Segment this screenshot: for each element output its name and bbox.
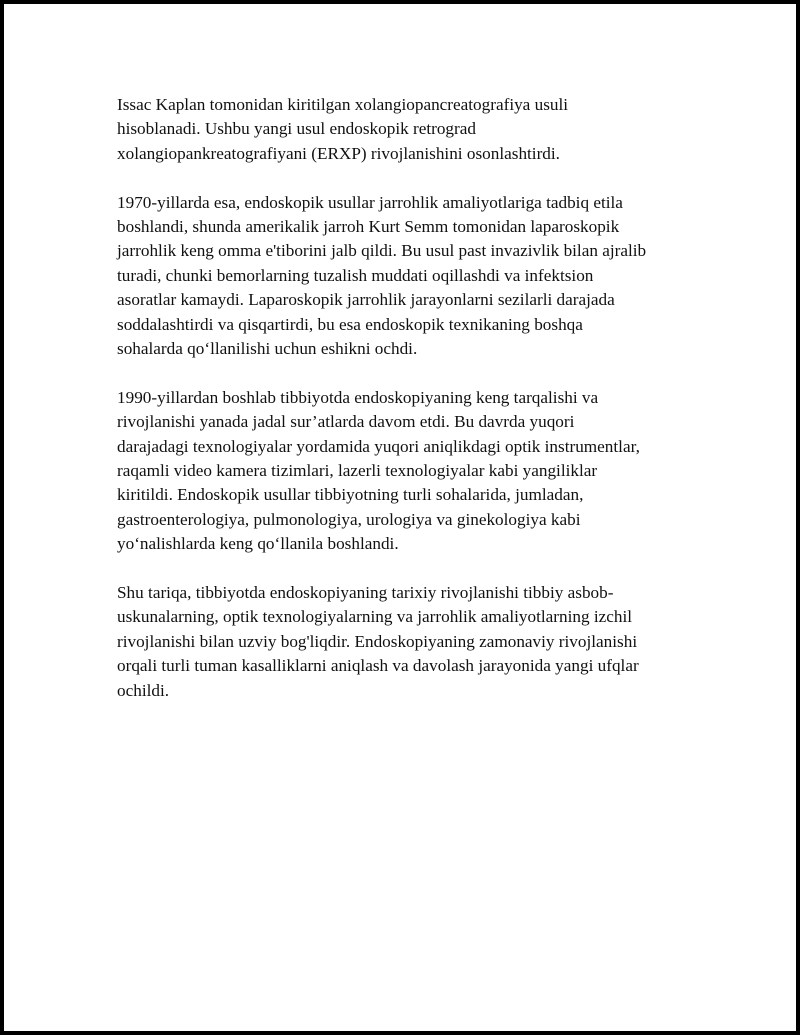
text-line: turadi, chunki bemorlarning tuzalish muddati oqillashdi va infektsion (117, 265, 594, 285)
paragraph-1 (117, 93, 697, 166)
text-line: xolangiopankreatografiyani (ERXP) rivojlanishini osonlashtirdi. (117, 143, 560, 163)
text-line: 1970-yillarda esa, endoskopik usullar jarrohlik amaliyotlariga tadbiq etila (117, 192, 623, 212)
text-line: 1990-yillardan boshlab tibbiyotda endoskopiyaning keng tarqalishi va (117, 387, 599, 407)
text-line: kiritildi. Endoskopik usullar tibbiyotning turli sohalarida, jumladan, (117, 485, 584, 505)
text-line: jarrohlik keng omma e'tiborini jalb qildi. Bu usul past invazivlik bilan ajralib (117, 241, 647, 261)
text-line: rivojlanishi yanada jadal sur’atlarda davom etdi. Bu davrda yuqori (117, 412, 575, 432)
text-line: Issac Kaplan tomonidan kiritilgan xolangiopancreatografiya usuli (117, 95, 569, 114)
text-line: ochildi. (117, 680, 170, 700)
text-line: Shu tariqa, tibbiyotda endoskopiyaning tarixiy rivojlanishi tibbiy asbob- (117, 583, 614, 603)
paragraph-4 (117, 581, 697, 703)
text-line: yo‘nalishlarda keng qo‘llanila boshlandi. (117, 534, 399, 554)
text-line: darajadagi texnologiyalar yordamida yuqori aniqlikdagi optik instrumentlar, (117, 436, 640, 456)
text-line: rivojlanishi bilan uzviy bog'liqdir. Endoskopiyaning zamonaviy rivojlanishi (117, 631, 638, 651)
paragraph-2 (117, 191, 697, 362)
text-line: asoratlar kamaydi. Laparoskopik jarrohlik jarayonlarni sezilarli darajada (117, 290, 615, 310)
text-line: raqamli video kamera tizimlari, lazerli texnologiyalar kabi yangiliklar (117, 461, 598, 481)
text-line: boshlandi, shunda amerikalik jarroh Kurt Semm tomonidan laparoskopik (117, 217, 620, 237)
paragraph-3 (117, 386, 697, 557)
text-line: uskunalarning, optik texnologiyalarning va jarrohlik amaliyotlarning izchil (117, 607, 633, 627)
document-body (117, 93, 697, 728)
text-line: sohalarda qo‘llanilishi uchun eshikni ochdi. (117, 339, 418, 359)
text-line: orqali turli tuman kasalliklarni aniqlash va davolash jarayonida yangi ufqlar (117, 656, 639, 676)
text-line: hisoblanadi. Ushbu yangi usul endoskopik retrograd (117, 119, 476, 139)
text-line: soddalashtirdi va qisqartirdi, bu esa endoskopik texnikaning boshqa (117, 314, 583, 334)
text-line: gastroenterologiya, pulmonologiya, urologiya va ginekologiya kabi (117, 509, 581, 529)
